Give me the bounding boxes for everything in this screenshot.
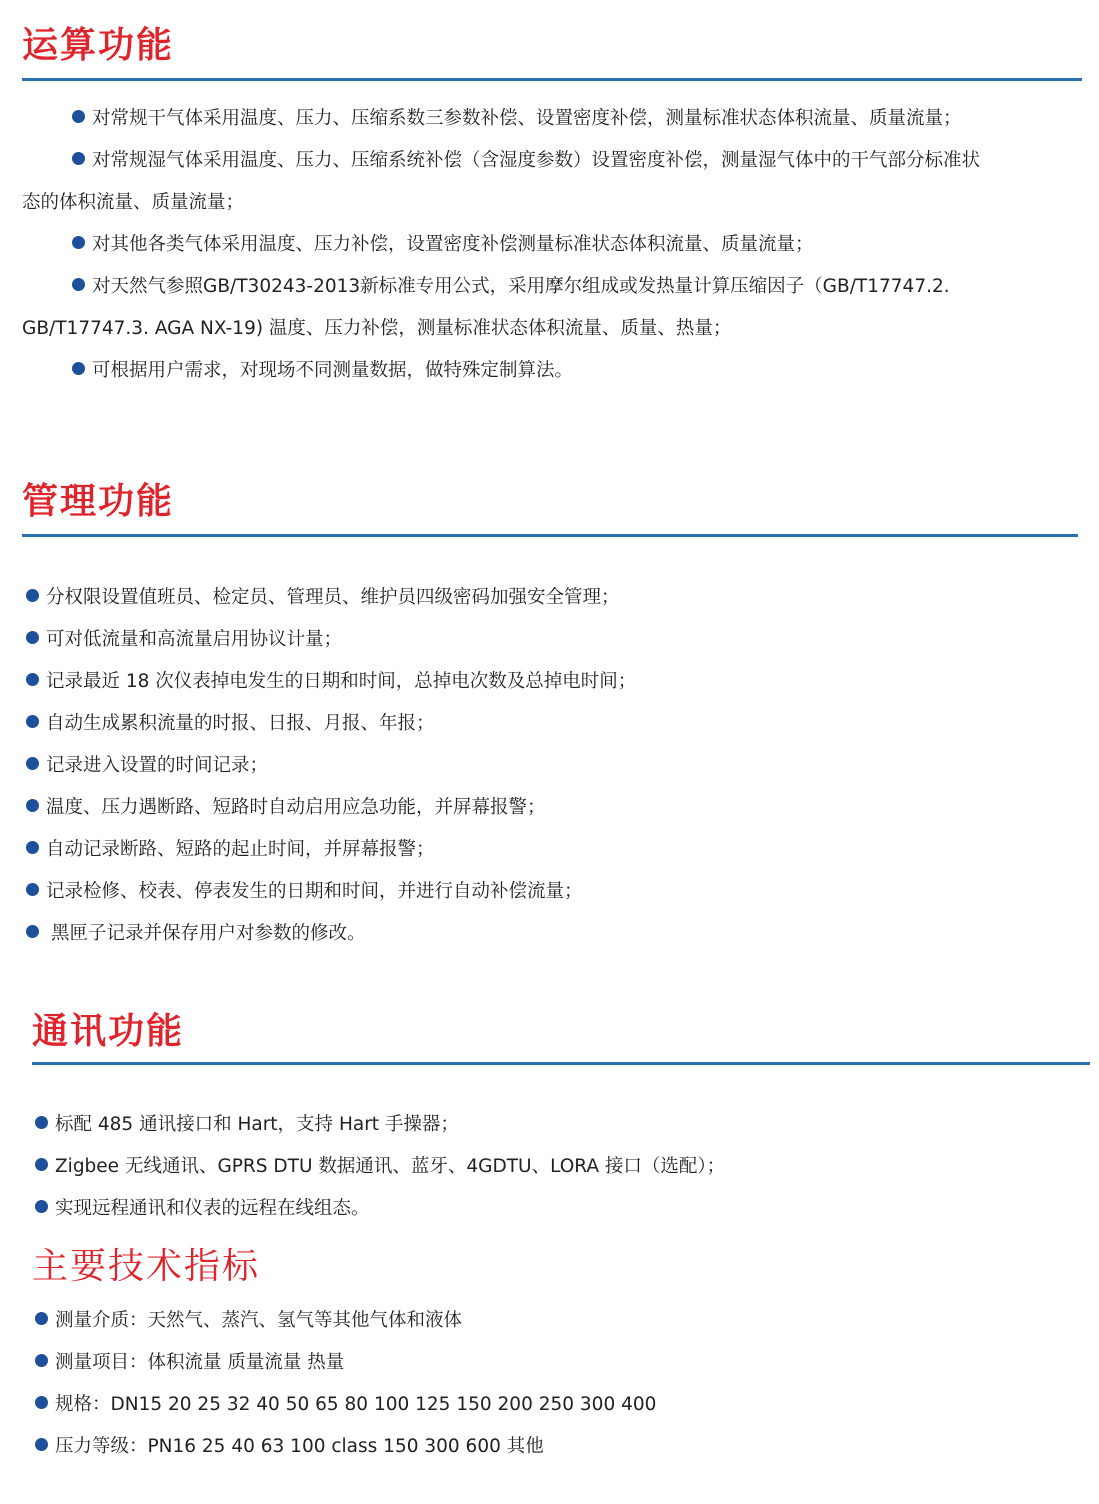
list-item-text: 记录最近 18 次仪表掉电发生的日期和时间，总掉电次数及总掉电时间； <box>46 671 637 692</box>
list-item <box>26 669 636 695</box>
list-item-text: 可根据用户需求，对现场不同测量数据，做特殊定制算法。 <box>92 360 574 381</box>
list-item <box>72 232 814 258</box>
bullet-icon <box>72 236 85 249</box>
bullet-icon <box>26 673 39 686</box>
bullet-icon <box>72 110 85 123</box>
section-divider <box>32 1062 1090 1065</box>
list-item-text: 温度、压力遇断路、短路时自动启用应急功能，并屏幕报警； <box>46 797 546 818</box>
list-item <box>26 585 620 611</box>
list-item <box>72 148 980 174</box>
list-item <box>72 106 962 132</box>
bullet-icon <box>26 631 39 644</box>
bullet-icon <box>72 152 85 165</box>
list-item <box>35 1308 462 1334</box>
list-item-text: 记录进入设置的时间记录； <box>46 755 269 776</box>
bullet-icon <box>35 1354 48 1367</box>
section-divider <box>22 78 1082 81</box>
list-item-text: 实现远程通讯和仪表的远程在线组态。 <box>55 1198 370 1219</box>
bullet-icon <box>26 757 39 770</box>
section-divider <box>22 534 1078 537</box>
list-item-text: 分权限设置值班员、检定员、管理员、维护员四级密码加强安全管理； <box>46 587 620 608</box>
section-heading-specifications: 主要技术指标 <box>32 1246 261 1287</box>
bullet-icon <box>35 1158 48 1171</box>
list-item-text: 压力等级：PN16 25 40 63 100 class 150 300 600 其他 <box>55 1436 544 1457</box>
list-item <box>35 1434 544 1460</box>
list-item <box>26 795 546 821</box>
list-item-text: 自动记录断路、短路的起止时间，并屏幕报警； <box>46 839 435 860</box>
list-item <box>26 753 268 779</box>
section-heading-management: 管理功能 <box>22 481 175 522</box>
list-item-text: 记录检修、校表、停表发生的日期和时间，并进行自动补偿流量； <box>46 881 583 902</box>
section-heading-computation: 运算功能 <box>22 25 175 66</box>
list-item-text: 黑匣子记录并保存用户对参数的修改。 <box>51 923 366 944</box>
list-item <box>26 837 435 863</box>
list-item <box>26 627 342 653</box>
list-item <box>35 1196 370 1222</box>
section-heading-communication: 通讯功能 <box>32 1011 185 1052</box>
list-item <box>72 274 950 300</box>
list-item-continuation <box>22 190 244 216</box>
list-item-text: 规格：DN15 20 25 32 40 50 65 80 100 125 150 200 250 300 400 <box>55 1394 657 1415</box>
bullet-icon <box>35 1116 48 1129</box>
list-item <box>35 1154 725 1180</box>
bullet-icon <box>72 362 85 375</box>
list-item-text: 对天然气参照GB/T30243-2013新标准专用公式，采用摩尔组成或发热量计算压缩因子（GB/T17747.2. <box>92 276 950 297</box>
list-item-text: 对常规干气体采用温度、压力、压缩系数三参数补偿、设置密度补偿，测量标准状态体积流量、质量流量； <box>92 108 962 129</box>
list-item-text: 测量项目：体积流量 质量流量 热量 <box>55 1352 345 1373</box>
bullet-icon <box>72 278 85 291</box>
bullet-icon <box>26 799 39 812</box>
list-item <box>35 1392 656 1418</box>
list-item <box>26 921 366 947</box>
list-item-text: 自动生成累积流量的时报、日报、月报、年报； <box>46 713 435 734</box>
bullet-icon <box>35 1312 48 1325</box>
list-item <box>72 358 573 384</box>
bullet-icon <box>35 1200 48 1213</box>
bullet-icon <box>35 1438 48 1451</box>
bullet-icon <box>26 589 39 602</box>
list-item-text: 测量介质：天然气、蒸汽、氢气等其他气体和液体 <box>55 1310 463 1331</box>
list-item-text: 标配 485 通讯接口和 Hart，支持 Hart 手操器； <box>55 1114 459 1135</box>
list-item-text: Zigbee 无线通讯、GPRS DTU 数据通讯、蓝牙、4GDTU、LORA 接口（选配）； <box>55 1156 726 1177</box>
list-item-text: 对常规湿气体采用温度、压力、压缩系统补偿（含湿度参数）设置密度补偿，测量湿气体中的干气部分标准状 <box>92 150 981 171</box>
list-item-text: 对其他各类气体采用温度、压力补偿，设置密度补偿测量标准状态体积流量、质量流量； <box>92 234 814 255</box>
bullet-icon <box>35 1396 48 1409</box>
bullet-icon <box>26 925 39 938</box>
bullet-icon <box>26 715 39 728</box>
list-item-continuation <box>22 316 731 342</box>
list-item-text: 态的体积流量、质量流量； <box>22 192 245 213</box>
list-item <box>35 1112 459 1138</box>
list-item-text: GB/T17747.3. AGA NX-19) 温度、压力补偿，测量标准状态体积流量、质量、热量； <box>22 318 732 339</box>
list-item <box>26 879 583 905</box>
bullet-icon <box>26 883 39 896</box>
bullet-icon <box>26 841 39 854</box>
list-item <box>26 711 435 737</box>
list-item-text: 可对低流量和高流量启用协议计量； <box>46 629 343 650</box>
list-item <box>35 1350 344 1376</box>
